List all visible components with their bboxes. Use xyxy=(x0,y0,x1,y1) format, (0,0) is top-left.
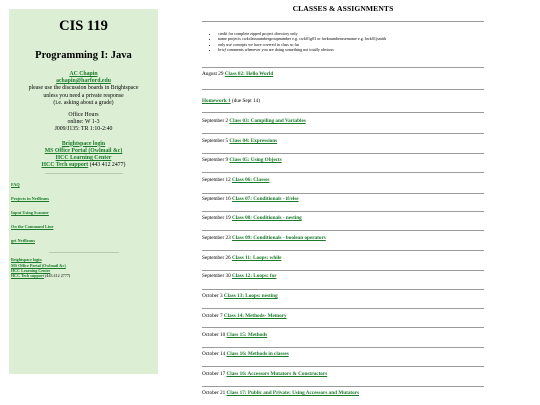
schedule-row xyxy=(202,196,502,203)
schedule-date: September 2 xyxy=(202,118,229,124)
divider xyxy=(45,173,123,174)
schedule-row xyxy=(202,390,502,397)
schedule-row xyxy=(202,118,502,125)
homework-link[interactable]: Homework 1 xyxy=(202,98,231,104)
sidebar-item-get-netbeans[interactable]: get NetBeans xyxy=(11,238,35,244)
schedule-row xyxy=(202,332,502,339)
divider xyxy=(202,153,484,154)
divider xyxy=(202,386,484,387)
sidebar-footer xyxy=(9,257,158,278)
divider xyxy=(202,270,484,271)
schedule-date: September 12 xyxy=(202,177,231,183)
footer-tech-phone: (443 412 2777) xyxy=(45,273,71,279)
schedule-date: September 26 xyxy=(202,255,231,261)
sidebar-item-input-scanner[interactable]: Input Using Scanner xyxy=(11,210,49,216)
instructor-block xyxy=(9,71,158,107)
note-item: • credit for complete zipped project directory only xyxy=(218,31,498,36)
class-link[interactable]: Class 03: Compiling and Variables xyxy=(229,118,306,124)
tech-support-phone: (443 412 2477) xyxy=(89,162,126,169)
class-link[interactable]: Class 02: Hello World xyxy=(224,71,274,77)
schedule-row xyxy=(202,235,502,242)
divider xyxy=(202,67,484,68)
schedule-date: October 21 xyxy=(202,390,226,396)
divider xyxy=(202,308,484,309)
schedule-date: October 14 xyxy=(202,351,226,357)
schedule-date: October 3 xyxy=(202,293,223,299)
divider xyxy=(202,172,484,173)
divider xyxy=(202,347,484,348)
schedule-row xyxy=(202,177,502,184)
assignment-notes xyxy=(208,31,498,53)
class-link[interactable]: Class 13: Loops: nesting xyxy=(223,293,278,299)
schedule-row xyxy=(202,98,502,105)
class-link[interactable]: Class 15: Methods xyxy=(226,332,268,338)
schedule-row xyxy=(202,313,502,320)
divider xyxy=(202,327,484,328)
schedule-row xyxy=(202,293,502,300)
divider xyxy=(202,193,484,194)
contact-note: (i.e. asking about a grade) xyxy=(53,99,114,106)
sidebar-item-faq[interactable]: FAQ xyxy=(11,182,20,188)
contact-note: unless you need a private response xyxy=(43,92,124,99)
note-emphasis: brief xyxy=(218,47,226,53)
schedule-date: September 9 xyxy=(202,157,229,163)
class-link[interactable]: Class 11: Loops: while xyxy=(231,255,282,261)
page-title: CLASSES & ASSIGNMENTS xyxy=(292,4,394,13)
note-item: • name projects cwkclassnumbergroupnumber e.g. cwk01g03 or hwknumberusername e.g. hwk01jsmith xyxy=(218,36,498,41)
instructor-name-link[interactable]: AC Chapin xyxy=(69,71,98,77)
class-link[interactable]: Class 06: Classes xyxy=(231,177,270,183)
divider xyxy=(202,289,484,290)
note-item: • brief comments whenever you are doing something not totally obvious xyxy=(218,47,498,52)
divider xyxy=(202,366,484,367)
course-code: CIS 119 xyxy=(59,18,108,34)
schedule-row xyxy=(202,273,502,280)
class-link[interactable]: Class 12: Loops: for xyxy=(231,273,277,279)
divider xyxy=(202,133,484,134)
divider xyxy=(202,230,484,231)
footer-office-portal-link[interactable]: MS Office Portal (Owlmail &c) xyxy=(11,262,66,268)
homework-due: (due Sept 14) xyxy=(230,98,260,104)
schedule-row xyxy=(202,71,502,78)
class-link[interactable]: Class 08: Conditionals - nesting xyxy=(231,215,302,221)
class-link[interactable]: Class 09: Conditionals - boolean operators xyxy=(231,235,326,241)
schedule-row xyxy=(202,138,502,145)
class-link[interactable]: Class 14: Methods- Memory xyxy=(223,313,287,319)
office-hours xyxy=(9,112,158,134)
sidebar-item-command-line[interactable]: On the Command Line xyxy=(11,224,54,230)
class-link[interactable]: Class 16: Accessors Mutators & Constructors xyxy=(226,371,328,377)
class-link[interactable]: Class 16: Methods in classes xyxy=(226,351,289,357)
footer-learning-center-link[interactable]: HCC Learning Center xyxy=(11,267,51,273)
class-link[interactable]: Class 04: Expressions xyxy=(229,138,278,144)
schedule-date: September 30 xyxy=(202,273,231,279)
divider xyxy=(202,211,484,212)
divider xyxy=(202,250,484,251)
office-hours-online: online: W 1-3 xyxy=(67,119,100,126)
schedule-date: September 5 xyxy=(202,138,229,144)
footer-brightspace-link[interactable]: Brightspace login xyxy=(11,257,42,263)
divider xyxy=(202,89,484,90)
learning-center-link[interactable]: HCC Learning Center xyxy=(55,155,112,162)
sidebar xyxy=(9,9,158,374)
course-name: Programming I: Java xyxy=(35,50,132,61)
schedule-date: August 29 xyxy=(202,71,224,77)
schedule-row xyxy=(202,371,502,378)
note-item: • only use concepts we have covered in class so far xyxy=(218,42,498,47)
class-link[interactable]: Class 07: Conditionals - if/else xyxy=(231,196,299,202)
contact-note: please use the discussion boards in Brightspace xyxy=(28,85,139,92)
schedule-date: September 23 xyxy=(202,235,231,241)
instructor-email-link[interactable]: achapin@harford.edu xyxy=(56,78,111,85)
schedule-date: October 7 xyxy=(202,313,223,319)
office-portal-link[interactable]: MS Office Portal (Owlmail &c) xyxy=(44,147,123,154)
portal-links xyxy=(9,141,158,170)
schedule-date: September 16 xyxy=(202,196,231,202)
brightspace-link[interactable]: Brightspace login xyxy=(61,140,106,147)
tech-support-link[interactable]: HCC Tech support xyxy=(41,162,89,169)
class-link[interactable]: Class 17: Public and Private: Using Accessors and Mutators xyxy=(226,390,360,396)
sidebar-item-projects-netbeans[interactable]: Projects in NetBeans xyxy=(11,196,50,202)
schedule-row xyxy=(202,351,502,358)
schedule-row xyxy=(202,157,502,164)
schedule-row xyxy=(202,255,502,262)
footer-tech-support-link[interactable]: HCC Tech support xyxy=(11,273,44,279)
class-link[interactable]: Class 05: Using Objects xyxy=(229,157,282,163)
schedule-date: September 19 xyxy=(202,215,231,221)
divider xyxy=(202,21,484,22)
divider xyxy=(49,252,119,253)
office-hours-room: J009/J135: TR 1:10-2:40 xyxy=(54,126,113,133)
divider xyxy=(202,112,484,113)
schedule-date: October 17 xyxy=(202,371,226,377)
schedule-row xyxy=(202,215,502,222)
office-hours-title: Office Hours xyxy=(68,112,99,119)
sidebar-nav xyxy=(9,182,158,244)
schedule-date: October 10 xyxy=(202,332,226,338)
